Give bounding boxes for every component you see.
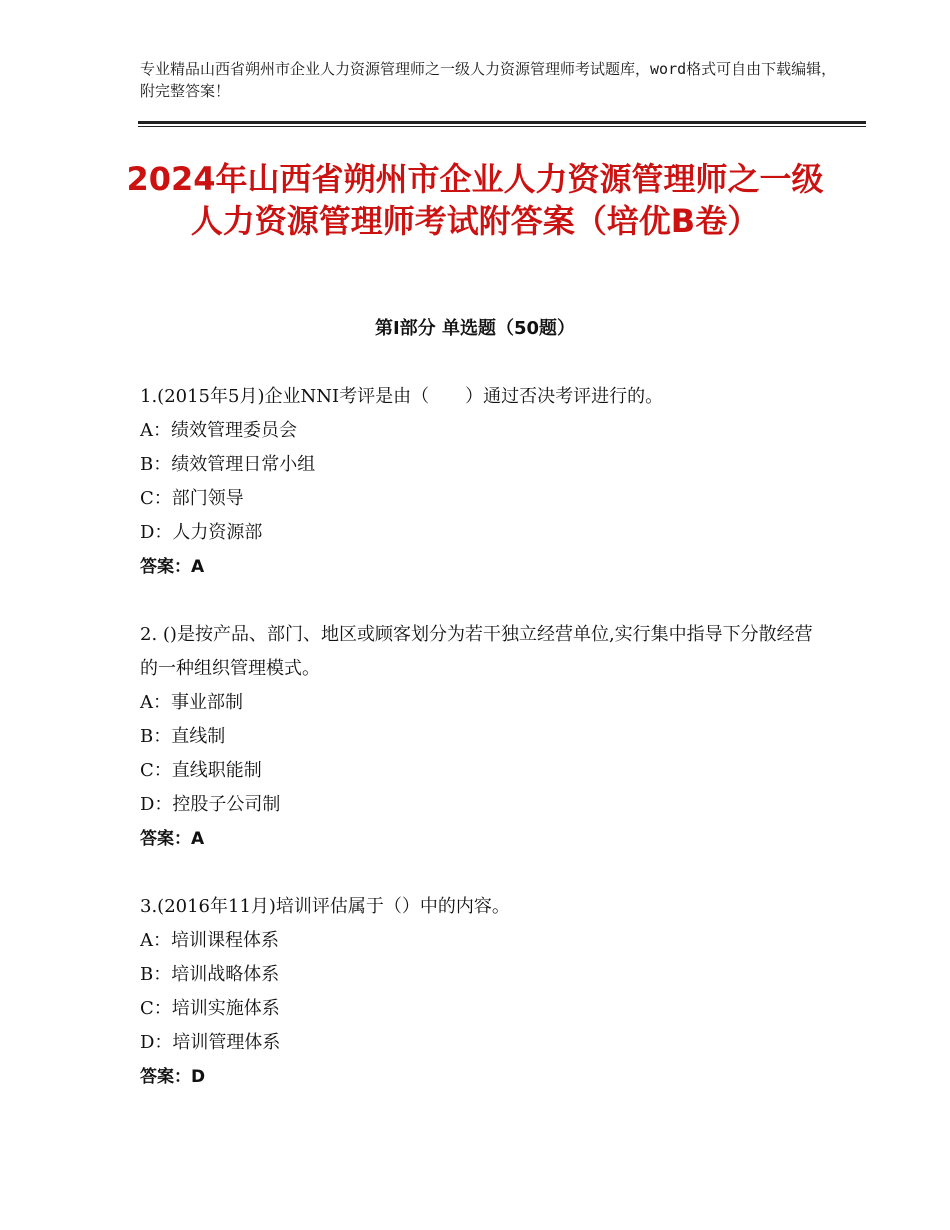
option-c: C：直线职能制: [140, 760, 262, 781]
section-title: 第Ⅰ部分 单选题（50题）: [374, 318, 575, 339]
option-a: A：绩效管理委员会: [140, 420, 297, 441]
option-b: B：绩效管理日常小组: [140, 454, 316, 475]
answer-label: 答案：A: [140, 829, 205, 849]
option-b: B：直线制: [140, 726, 226, 747]
header-rule-thick: [138, 121, 866, 124]
answer-label: 答案：D: [140, 1067, 206, 1087]
option-b: B：培训战略体系: [140, 964, 280, 985]
question-stem: 2. ()是按产品、部门、地区或顾客划分为若干独立经营单位,实行集中指导下分散经营的一种组织管理模式。: [140, 624, 813, 679]
answer-label: 答案：A: [140, 557, 205, 577]
option-d: D：控股子公司制: [140, 794, 281, 815]
header-rule-thin: [138, 126, 866, 127]
option-a: A：培训课程体系: [140, 930, 279, 951]
option-c: C：培训实施体系: [140, 998, 280, 1019]
option-a: A：事业部制: [140, 692, 243, 713]
document-title: 2024年山西省朔州市企业人力资源管理师之一级人力资源管理师考试附答案（培优B卷）: [126, 160, 824, 240]
question-item: [140, 618, 820, 856]
question-item: [140, 890, 820, 1094]
header-note: 专业精品山西省朔州市企业人力资源管理师之一级人力资源管理师考试题库，word格式可自由下载编辑，附完整答案！: [140, 60, 837, 100]
question-item: [140, 380, 820, 584]
question-list: [140, 380, 820, 1128]
option-d: D：人力资源部: [140, 522, 263, 543]
question-stem: 3.(2016年11月)培训评估属于（）中的内容。: [140, 896, 510, 917]
question-stem: 1.(2015年5月)企业NNI考评是由（ ）通过否决考评进行的。: [140, 386, 664, 407]
option-d: D：培训管理体系: [140, 1032, 281, 1053]
option-c: C：部门领导: [140, 488, 244, 509]
